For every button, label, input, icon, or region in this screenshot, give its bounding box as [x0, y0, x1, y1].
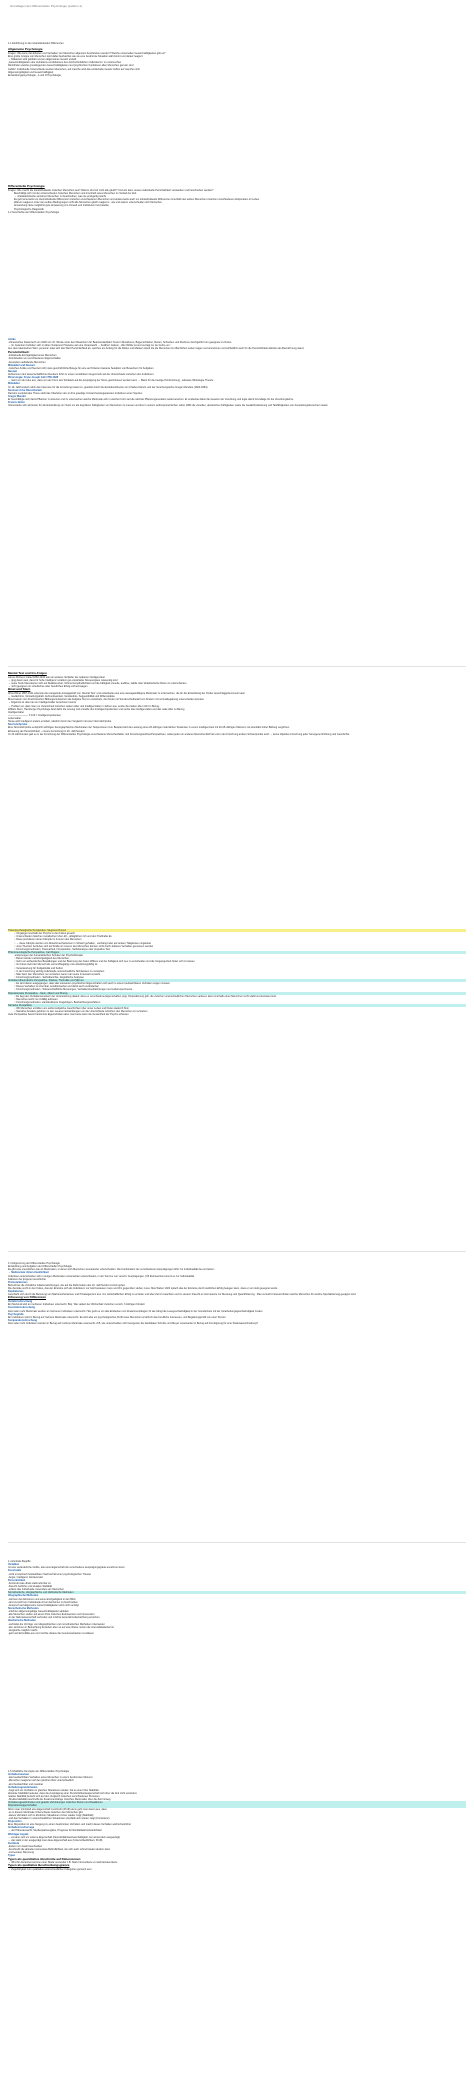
text-line: Er beschäftigte sich damit Pflanzen zu kreuzen und zu untersuchen welche Merkmale sich in welcher Form auf die nächste Pflanzengeneration weitervererben. Er entdeckte dabei die Gesetze der Vererbung und legte damit Grundlage für die Vererbungslehre.	[8, 398, 294, 401]
text-line: Fragen: Wie kann das Erleben und Verhalten von Menschen allgemein beschrieben werden? Welche universellen Gesetzmäßigkeiten gibt es?	[8, 51, 166, 55]
text-line: → Mittelwert wird gebildet und ein allgemeines Gesetz erstellt	[8, 58, 77, 62]
text-line: absolute Stabilität bedeutet, dass die Ausprägung einer Persönlichkeitseigenschaft sich über die Zeit nicht verändert.	[8, 1791, 138, 1795]
section-differentielle-psychologie	[8, 185, 466, 214]
text-line: ○ Es liegt den Verhaltensmustern der Unterstützung darauf, dass es verschiedene Eigenschaften (sog. Dispositionen) gibt, die zwischen unterschiedlichen Menschen variieren aber innerhalb eines Menschen recht stabil und konstant sind.	[14, 994, 277, 998]
text-line: Alfred Binet 1857-1911 erkannte die mangelnde Aussagekraft von „Mental Test“ und entwickelte eine eine aussagekräftigere Merkmale zu untersuchen, die für die Entwicklung der Kinder ausschlaggebend sein kann	[8, 692, 245, 695]
text-line: ○ In der Forschung wichtig individuelle unterschiedliche Sichtweisen zu verstehen	[14, 969, 105, 973]
text-line: Die Zentrale sucht in den Fokus, das der Einzelne sich als Individuum vor Gott bewiesen muss und ihm gegenüber stehen muss. Max Weber 1922 sprach das der Einzelne durch weltlichen Erfolg belegen kann, dass er von Gott gesegnet wurde	[8, 1287, 278, 1290]
text-line: Eine große Gruppe von Menschen wird dabei beobachtet wie sie eine bestimmte Situation wahrnimmt und darauf reagiert	[8, 55, 143, 59]
text-line: -braucht zeitliche und situative Stabilität	[8, 1585, 52, 1588]
text-line: → charakteristische einzelner Menschen zu beschreiben, was sie einzigartig macht	[14, 195, 106, 198]
heading-line: Antike	[8, 338, 16, 341]
text-line: -geht auf Einzelfälle aus und möchte daraus die Gemeinsamkeiten resultieren	[8, 1631, 95, 1635]
text-line: ○ Dieses Verhalten ist erlernbar, konditionierbar und damit auch veränderbar	[14, 985, 99, 989]
heading-line: Komparationsforschung	[8, 1318, 38, 1322]
heading-line: Mittelalter und Neuzeit	[8, 363, 35, 367]
heading-line: Verhaltensgewohnheiten	[8, 1785, 38, 1789]
text-line: -Angst, Intelligenz, Extraversion	[8, 1575, 44, 1579]
heading-line: Variationsforschung	[8, 1300, 33, 1304]
text-line: ○ Menschen leicht nur zufällig auftreten	[14, 997, 58, 1001]
text-line: -verbindet die Vorzüge von idiographischen und nomothetischen Methoden miteinander	[8, 1622, 105, 1626]
heading-line: Verhaltensvorhersage	[8, 1826, 35, 1830]
text-line: Eine Disposition ist eine Neigung zu einem bestimmten Verhalten und macht dieses Verhalten wahrscheinlicher	[8, 1823, 132, 1827]
heading-line: Persönlichkeit:	[8, 350, 30, 354]
text-line: „Gesetzmäßigkeiten des Verhaltens und Erlebens des durchschnittlichen Individuums“ zu untersuchen	[8, 61, 122, 65]
heading-line: Dispositionelle Perspektive - Stern, Allport und Murray	[8, 992, 466, 995]
text-line: ○ Im Fokus steht der Mensch als vernunftbegabig und entwicklungsfähig ist	[14, 963, 98, 967]
text-line: -Kombination von verschiedenen Eigenschaften	[8, 357, 61, 361]
text-line: 1.5 Inhaltliche Konzepte der Differentiellen Psychologie	[8, 1770, 70, 1773]
text-line: Es geht einerseits um interindividuelle Differenzen zwischen verschiedenen Menschen und andererseits auch um intraindividuelle Differenzen innerhalb des selben Menschen zwischen verschiedenen Zeitpunkten im Leben.	[14, 198, 260, 202]
text-line: Anwendung: Eine möglichst gute Anpassung von Umwelt und Individuum herzustellen.	[14, 204, 110, 208]
text-line: ○ Verantwortung für Subjektivität und Selbst	[14, 966, 63, 970]
heading-line: Psychografie	[8, 1312, 24, 1316]
text-line: ○ Forschungsmethoden : Selbstberichte, biografische Analysen	[14, 975, 85, 979]
text-line: -nehmen den Einzelnen und seine Einzigartigkeit in den Blick	[8, 1597, 76, 1601]
text-line: Heute wird Intelligenz anders ermittelt, nämlich durch den Vergleich mit einer Normstichprobe	[8, 720, 112, 724]
heading-line: Verhaltenstheoretische Perspektive- Pawlow, Thorndike und Skinner	[8, 979, 466, 982]
heading-line: Mental Test und Iris-Folgen	[8, 672, 47, 675]
text-line: → Wird für die Extremsumme einer Skala verwendet z.B. Stark Introvertierte vs stark Extravertierte	[8, 1861, 118, 1865]
text-line: → Zugehörigkeit zum qualitative unterschiedlichen Kategorien gemeint sein	[8, 1868, 92, 1872]
heading-line: Wichtiger Aspekt	[8, 1832, 29, 1836]
text-line: -möchten allgemeingültige Gesetzmäßigkeiten ableiten	[8, 1610, 69, 1613]
text-line: Bezeichnet die christliche Glaubensrichtungen, die auf die Reformation des 16. Jahrhundert zurück gehen	[8, 1283, 126, 1287]
text-line: Beschäftigt sich mit den Unterschieden zwischen Menschen und innerhalb eines Menschen im Verlauf der Zeit.	[14, 191, 137, 195]
text-line: ○ Vorgänge innerhalb der Psyche in den Fokus gesetzt	[14, 932, 75, 936]
text-line: Aufkommen des wissenschaftlichen Denkens führt zu einem verstärktem Augenmerk auf die Unterschiede zwischen den Individuen.	[8, 373, 155, 376]
text-line: Allgemeingültigkeit und Gesetzmäßigkeit	[8, 70, 54, 74]
heading-line: Mittelalter	[8, 382, 20, 386]
text-line: ○ Wir Menschen erzählen uns selbst subjektive Geschichten über unser Leben und finden dadurch Sinn	[14, 1007, 129, 1011]
text-line: -Konstrukt was direkt wahrnehmbar ist	[8, 1581, 51, 1585]
text-line: -das beobachtbare Verhalten eines Menschen in einem bestimmten Moment	[8, 1776, 93, 1780]
text-line: ○ Forschungsmethoden: standardisierte Fragebögen, Beobachtungsverfahren	[14, 1000, 101, 1004]
text-line: Intelligenzalter	[8, 710, 25, 714]
text-line: -Strukturstabilität beschreibt die Zusammenhänge zwischen Merkmalen über die Zeit hinweg	[8, 1798, 111, 1802]
heading-line: Gregor Mendel	[8, 394, 26, 398]
section-perspektiven	[8, 929, 466, 1017]
heading-line: Idiothetische Methoden	[8, 1619, 36, 1623]
text-line: relative Stabilität bezieht sich auf den Vergleich zwischen verschiedenen Personen	[8, 1795, 100, 1798]
text-line: Im 20 Jahrhundert gab es in der Forschung der Differentiellen Psychologie verschiedene Menschenbilder und Forschungsströme/Perspektiven, wobei jeder ein anderes Menschenbild hat und in der Forschung andere Schwerpunkte setzt → keine objektive Forschung jeder hat eigene Richtung und Geschichte	[8, 732, 350, 736]
text-line: → ging davon aus, dass für hohe Intelligenz vorallem gut entwickelte Sinnesorgane notwendig sind	[8, 678, 118, 682]
text-line: → Im Judentum befinden sich im Alten Testament Hinweise auf eine Vorauswahl → Feldherr Gideon „ Wer Wölde ist und verzagt ist, der kehre um “	[8, 344, 172, 348]
text-line: Warum reagieren unter den selben Bedingungen nicht alle Menschen gleich reagieren , wie und warum unterscheiden sich Menschen	[14, 201, 162, 205]
text-line: ○ Geht um authentisches Bewältungen und der Betonung des freien Willens und der Fähigkeit sich neu zu entscheiden und die Vergangenheit hinter sich zu lassen	[14, 960, 195, 964]
text-line: -Vergleiche möglich macht	[8, 1628, 38, 1632]
text-line: -es in diesem Merkmale Unterschiede zwischen den Menschen gibt	[8, 1810, 83, 1814]
text-line: -nicht emmpirisch feststellbarer Sachverhalt einer psychologischen Theorie	[8, 1572, 92, 1576]
text-line: ○ Jene Theorien beziehen sich auf Kräfte im Inneren des Menschen können nicht durch äußeres Verhalten gemessen werden	[14, 944, 154, 948]
text-line: ○ Unterschiedet zwischen moralischen Über-Ich-, alltäglichem Ich und den Triebhafte Es	[14, 935, 112, 939]
document-header: Grundlagen der Differentiellen Psychologie (Lektion 1)	[10, 4, 82, 8]
section-geschichte	[8, 338, 466, 407]
text-line: 1.3 Abgrenzung der Differentiellen Psychologie	[8, 1262, 60, 1265]
text-line: -chinesisches Kaiserreich um 2200 vor chr. Wurde unter dem Bewerbern für Beamtenlaufbahn Tests in Musizieren, Bogenschießen, Reiten, Schreiben und Rechnen durchgeführt um geeignete zu finden.	[8, 341, 232, 345]
text-line: Es gibt eine unendliche Liste an Merkmalen, in denen sich Menschen voneinander unterscheiden. Die Kombination der verschiedenen Ausprägungen führt zur Individualität des einzelnen.	[8, 1268, 215, 1272]
heading-line: → Multivariate Unterschiedlichkeit	[8, 1271, 49, 1275]
heading-line: Allgemeine Psychologie	[8, 48, 43, 52]
heading-line: Zustände	[8, 1841, 20, 1845]
text-line: -Menschen reagieren auf den gleichen Reiz unterschiedlich	[8, 1779, 74, 1783]
text-line: Entwicklung und Aufgaben der Differentiellen Psychologie	[8, 1265, 72, 1269]
text-line: Ist eine veränderliche Größe, also eine Eigenschaft die verschiedene Ausprägungsgrade annehmen kann	[8, 1566, 125, 1570]
heading-line: Narrative Perspektive	[8, 1004, 466, 1007]
heading-line: Disposition	[8, 1820, 22, 1823]
text-line: → es kann sich um externe Eigenschaft (Neurotizität/Gewissenhaftigkeit, bei anmendem ausgeprägt)	[8, 1835, 120, 1839]
section-intro	[8, 42, 466, 77]
text-line: ○ Es wird davon ausgegangen, dass alle relevanten psychischen Eigenschaften sich auch in einem beobachtbaren Verhalten zeigen müssen	[14, 982, 170, 986]
text-line: -wird versucht ein Individuelle Art ein Einzelnen zu beschreiben	[8, 1600, 78, 1604]
section-inhaltliche-konzepte	[8, 1770, 466, 1871]
text-line: Faktoren der jüngeren Geschichte	[8, 1277, 46, 1281]
text-line: Binet bekam vom Französischen Bildungsministerium die Aufgabe Test zu entwickeln, die Kinder mit Sonderschulbedarf von Kindern mit normalbegabung unterscheiden konnten	[8, 698, 205, 702]
heading-line: Konstrukte	[8, 1569, 22, 1573]
heading-line: Protestantismus	[8, 1280, 28, 1284]
text-line: 1.2 Geschichte der Differentiellen Psychologie	[8, 210, 60, 214]
text-line: → nicht geeignet um schulisches oder berufliches Erfolg vorherzusagen	[8, 685, 88, 689]
text-line: Ein Individuum wird in Bezug auf mehrere Merkmale untersucht. Es wird also ein psychologisches Profil eines Menschen erstellt zb das berufliche Interessen- und Begabungsprofil von einer Person	[8, 1315, 226, 1319]
text-line: -erfasst das Individuelle, besondere am Menschen	[8, 1588, 64, 1592]
divider	[8, 1542, 466, 1543]
text-line: → der Pläneraussicht, Studienplatzvergabe, Prognose für Rückfallwahrscheinlichkeit	[8, 1829, 102, 1833]
text-line: 1.1 Einführung in die intraindividuellen Differenzen	[8, 42, 64, 45]
heading-line: Kapitalismus	[8, 1290, 24, 1294]
section-mental-test	[8, 672, 466, 736]
text-line: -ändern von Geist beschreiben	[8, 1845, 43, 1848]
text-line: Im 19. Jahrhundert nahm das Interesse für die Forschung rasant zu, gestützt durch die Evolutionstheorie von Charles Darwin und der Vererbungslehre Gregor Mendels (1822-1884)	[8, 385, 208, 389]
text-line: → seine Tests fokussierten sich auf Reaktionszeit, Schmerzempfindlichkeit und die Fähigkeit visuelle, auditive, taktile oder kinästhetische Reize zu unterscheiden	[8, 682, 187, 685]
text-line: Individuen unterscheiden sich in einigen Merkmalen voneinander unterscheiden, in der Summe von verschi. Ausprägungen (z.B Extraversion kommt es zur Individualität	[8, 1274, 195, 1278]
text-line: Entwicklungspsychologie , A und O Psychologie	[8, 73, 61, 77]
text-line: → Gedächtnis, Vorstellungskraft, Aufmerksamkeit, Verständnis, Suggestibilität und Willensstärke	[8, 695, 115, 699]
heading-line: Erfassung von Differenzen	[8, 1296, 47, 1300]
section-abgrenzung	[8, 1262, 466, 1325]
heading-line: Tiefenpsychologische Perspektive- Siegmund Freud	[8, 929, 466, 932]
heading-line: Nomothetische Methoden	[8, 1606, 39, 1610]
text-line: James McKeen Cattel 1860-1944 war ein weiterer Vorläufer der späteren Intelligenztest	[8, 675, 105, 679]
heading-line: Binet und Stern	[8, 688, 31, 692]
text-line: -beschreibt die aktuelle momentane Befindlichkeit, die sich auch schnell wieder ändern kann	[8, 1848, 111, 1852]
text-line: -und das Verhalten in unterschiedlichen Situationen ebenfalls sich wieder zeigt (Konsistenz)	[8, 1816, 110, 1820]
divider	[8, 1251, 466, 1252]
heading-line: Persönlichkeit	[8, 1578, 26, 1582]
heading-line: Variablen	[8, 1563, 20, 1567]
text-line: 1.4 Zentrale Begriffe	[8, 1560, 31, 1563]
text-line: Interessierte sich als Erster für die Entwicklung von Tests um die kognitiven Fähigkeiten von Menschen zu messen und lies in seinem anthropometrischen Labor 1884 die visuellen, akustischen Fähigkeiten sowie die Gedächtnisleistung und Tastfähigkeiten von Ausstellungsbesuchern testen	[8, 404, 328, 408]
heading-line: Neuzeit	[8, 369, 17, 373]
heading-line: Dispositionseigenschaften	[8, 1804, 466, 1807]
heading-line: Typen als quantitative Abschnitte auf Dimensionen	[8, 1857, 81, 1861]
text-line: ○ Narrative Ansätze gehören zu den neueren Entwicklungen um die Unterschiede zwischen den Menschen zu verstehen	[14, 1010, 148, 1014]
text-line: Jede Perspektive betont bestimmte Eigenschaften aber man keine kann die Gesamtheit der Psyche erfassen	[8, 1013, 129, 1017]
text-line: Fragen: Wie macht die intraindividuelle zwischen Menschen aus? Warum sind wir nicht alle gleich? Und wie kann unsere individuelle Persönlichkeit verstanden und beschrieben werden?	[8, 188, 214, 192]
text-line: ———————— X 100 = Intelligenzquotienten	[8, 713, 62, 717]
heading-line: Korrelationsforschung	[8, 1306, 35, 1310]
text-line: Zwei oder mehr Individuen werden in Bezug auf mehrere Merkmale untersucht. Z.B. wie unterscheiden sich bezogenen die kandidaten Schulze und Meyer voneinander in Bezug auf ihre Eignung für eine Stellenausschreibung?	[8, 1322, 258, 1325]
text-line: Rückfinden welche grundlegenden Gesetzmäßigkeiten und psychischen Funktionen allen Menschen gemein sind	[8, 64, 134, 68]
heading-line: Normstichprobe	[8, 723, 28, 727]
text-line: -in der Naturwissenschaft verbreitet und möchte keine Einzelbetrachtung erreichen	[8, 1616, 100, 1620]
heading-line: Typen als qualitative Beschreibungsgrenze	[8, 1864, 70, 1868]
text-line: Aus dem lateinischen Wort „persona“ leitet sich das Wort Persönlichkeit ab, welches am Anfang für die Rollen und Masken stand die die Menschen im öffentlichen Leben tragen und einnehmen und schließlich auch für die Persönlichkeit dahinter als Bezeichnung stand.	[8, 347, 305, 351]
text-line: Ein Merkmal wird an mehreren Individuen untersucht. Bsp. Wie variiert der Wortschatz zwischen versch. 3 Jährigen Kindern	[8, 1303, 145, 1307]
heading-line: Verhaltensweisen	[8, 1773, 29, 1777]
text-line: Eine Normstichprobe entspricht wichtigen demographischen Merkmalen der Testpersonen zum Beispiel wird die Leistung eines 20-Jährigen männlichen Studenten in einem Intelligenztest mit 20-25-Jährigen Männern mit ebenfalls hoher Bildung verglichen	[8, 726, 290, 730]
text-line: → Geht von der Idee aus, dass von der Form des Schädels auf die Ausprägung der Sinne geschlossen werden kann → Basis für die heutige Hirnforschung , teilweise Widerlegte Theorie	[8, 379, 214, 383]
text-line: Lebensalter	[8, 717, 22, 720]
heading-line: Francis Gilton	[8, 401, 25, 405]
text-line: ○ → diese Kämpfe werden von Abwehrmechanismen in Schach gehalten , verdrängt oder auf andere Tätigkeiten umgeleitet	[14, 941, 151, 945]
heading-line: Phrenologie: Franz Joseph Gall 1758-1828	[8, 376, 59, 380]
text-line: Wenn man prinzipiell eine Eigenschaft zuschreibt (Profil) denn geht man davon aus, dass	[8, 1807, 107, 1811]
text-line: ○ Forschungsmethoden: Traumarbeit, Introspektion, Selbstanalyse oder projektive Test	[14, 947, 111, 951]
text-line: ○ Forschungsmethoden : Wissenschaftliche Messungen, Verhaltensbeobachtungen und Laborexperimente	[14, 988, 133, 992]
heading-line: Typen	[8, 1854, 16, 1858]
text-line: -Anspruch auf allgemeine Gesetzmäßigkeiten wird nicht verfolgt	[8, 1603, 79, 1607]
text-line: ○ Man kann den Menschen nur verstehen wenn man seine Innenwelt versteht	[14, 972, 101, 976]
heading-line: Idiographische Methoden	[8, 1594, 39, 1598]
text-line: -zeigt sich ein Verhalten in gleichen Situationen wieder, hat es eine hohe Stabilität	[8, 1788, 99, 1792]
text-line: -dieses Verhalten sich in ähnlichen Situationen immer wieder zeigt (Stabilität)	[8, 1813, 94, 1817]
divider	[8, 666, 466, 667]
text-line: → wie stark in der ausgeprägt man diese Eigenschaft aus (Unterschiedlichkeit, Profil)	[8, 1838, 103, 1842]
text-line: -momentane Stimmung	[8, 1851, 34, 1855]
text-line: Gefahr: individuelle Unterschiede werden übersehen, auf manche wird das entwickelte Gesetz treffen auf manche nicht	[8, 67, 140, 71]
text-line: → Ergebnis ist das man ein Intelligenzalter berechnen konnte	[8, 701, 77, 705]
text-line: -alle Menschen stellen auf einem Pole zwischen Extraversion und Introversion	[8, 1613, 95, 1617]
text-line: -entsprungen der humanistischen Schulen der Psychotherapie	[14, 954, 84, 957]
text-line: ○ Betont würde und Einzigartigkeit des Menschen	[14, 957, 70, 961]
text-line: Erfassung der Persönlichkeit – neuere Forschung im 20. Jahrhundert	[8, 729, 85, 733]
heading-line: Survival of the fittest-Darwin	[8, 388, 42, 392]
heading-line: Phänomenologische Perspektive- Carl Rogers	[8, 951, 466, 954]
section-zentrale-begriffe	[8, 1560, 466, 1635]
text-line: Zwei oder mehr Merkmale werden an mehreren Individuen untersucht. Hier geht es um das Entdecken von Zusammenhängen zb wie hängt die Lesegeschwindigkeit in der Grundschule mit der Verarbeitungsgeschwindigkeit zusam.	[8, 1309, 263, 1313]
text-line: Darwins revolutionäre These stellt das Überleben der an ihre jeweilige Umwelt bestangepassten Individuen einer Spezies	[8, 391, 143, 395]
text-line: Psychologische Diagnostik	[14, 207, 44, 211]
text-line: -zwischen Antike und Neuzeit nicht viele geschichtliche Belege für eine auf Kriterien basierte Selektion von Bewerbern für Aufgaben	[8, 366, 154, 370]
text-line: -besonders auffallende Menschen	[8, 360, 46, 364]
heading-line: Verhaltensgewohnheiten und geteilte Verbindungen zwischen Reizen und Reaktionen	[8, 1801, 466, 1804]
text-line: William Stern, Hamburger Psychologe fand dafür die Lösung und erstellte den Intelligenzquotienten und setzte das Intelligenzalter und das reale Alter zu Bezug	[8, 707, 185, 711]
text-line: -sind beobachtbar und messbar	[8, 1782, 44, 1786]
text-line: -den einzelnen in Betrachtung beziehen aber so auf eine Weise nutzen die intervallskalierbar ist	[8, 1625, 114, 1629]
text-line: ○ Diese postulieren deren Kämpfe im Inneren des Menschen	[14, 938, 82, 942]
heading-line: Differentielle Psychologie	[8, 185, 45, 188]
text-line: → Problem ist, dass man nur Unterschied zwischen realem Alter und Intelligenzalter in Jahren aus, setzte die beiden aber nicht in Bezug.	[8, 704, 160, 708]
heading-line: Nomothetische, idiographische und idiothetische Methoden	[8, 1591, 466, 1594]
text-line: -Individuelle Einzigartigkeit eines Menschen	[8, 354, 57, 358]
text-line: Geschieht sich durch die Betonung von Marktmechanismen und Privateigentum aus. Um wirtschaftlichen Erfolg zu erzielen und aber Zeit zu beachten und zu steuern braucht es Instrumente zur Messung und Quantifizierung . Man versucht herauszufinden welche Menschen für welche Spezialisierung geeignet sind.	[8, 1293, 357, 1297]
